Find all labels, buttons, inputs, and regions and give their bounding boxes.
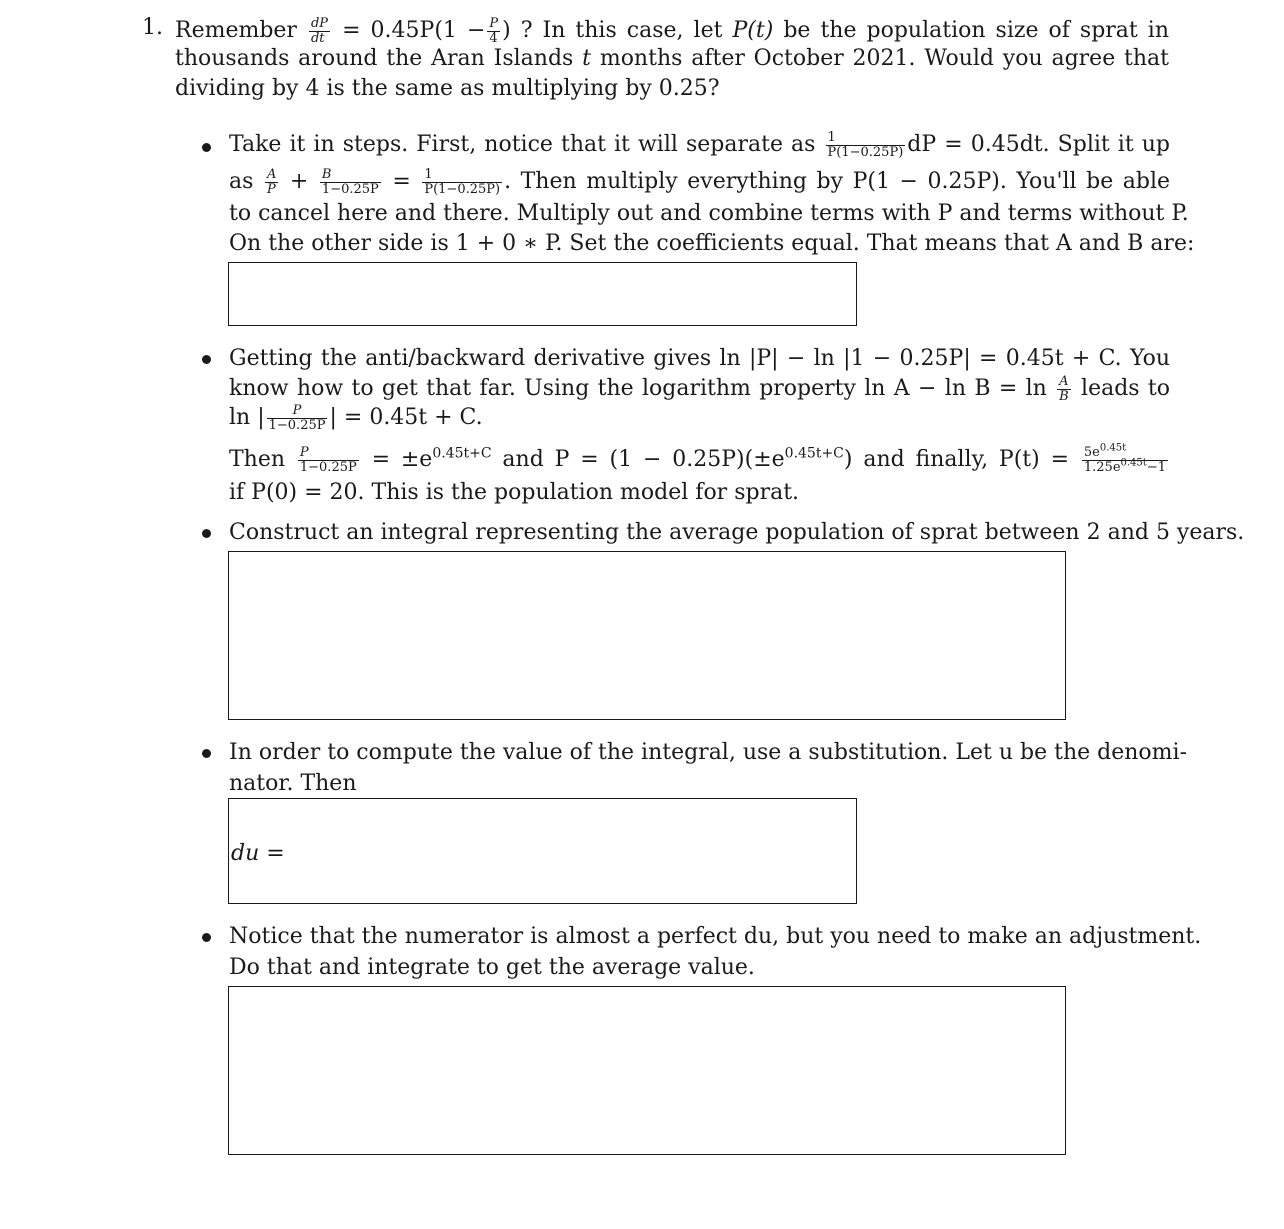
fraction-population-model: $\frac{5e^{0.45t}}{1.25e^{0.45t}-1}$ [1083,442,1166,475]
fraction-separation: $\frac{1}{P(1-0.25P)}$ [827,130,904,160]
fraction-log-argument: $\frac{P}{1-0.25P}$ [268,403,326,433]
fraction-combined: $\frac{1}{P(1-0.25P)}$ [424,167,501,197]
answer-box-du[interactable] [228,798,857,904]
bullet-2-marker [202,355,211,364]
fraction-B-denominator: $\frac{B}{1-0.25P}$ [321,167,379,197]
bullet-1-line-4: On the other side is 1 + 0 ∗ P. Set the coefficients equal. That means that A and B are: [229,231,1195,256]
answer-box-coefficients[interactable] [228,262,857,326]
bullet-4-line-2: nator. Then [229,771,357,796]
bullet-2-line-1: Getting the anti/backward derivative gives ln |P| − ln |1 − 0.25P| = 0.45t + C. You [229,346,1170,371]
problem-number: 1. [142,15,163,40]
fraction-A-P: $\frac{A}{P}$ [266,167,277,197]
bullet-4-marker [202,749,211,758]
answer-box-integral[interactable] [228,551,1066,720]
bullet-2-line-2: know how to get that far. Using the logarithm property ln A − ln B = ln $\frac{A}{B}$ leads to [229,374,1171,404]
bullet-3-line-1: Construct an integral representing the average population of sprat between 2 and 5 years. [229,520,1245,545]
bullet-2-line-4: Then $\frac{P}{1-0.25P}$ = $\pm e^{0.45t+C}$ and $P = (1 - 0.25P)(\pm e^{0.45t+C})$ and finally, P(t) = $\frac{5e^{0.45t}}{1.25e^{0.45t}-1}$ [229,442,1166,475]
bullet-2-line-5: if P(0) = 20. This is the population model for sprat. [229,480,800,505]
bullet-1-line-1: Take it in steps. First, notice that it will separate as $\frac{1}{P(1-0.25P)}$ dP = 0.45dt. Split it up [229,130,1170,160]
problem-line-2: thousands around the Aran Islands t months after October 2021. Would you agree that [175,46,1169,71]
bullet-3-marker [202,529,211,538]
bullet-1-marker [202,143,211,152]
bullet-5-line-1: Notice that the numerator is almost a perfect du, but you need to make an adjustment. [229,924,1202,949]
bullet-2-line-3: ln | $\frac{P}{1-0.25P}$ | = 0.45t + C. [229,403,483,433]
fraction-dP-dt: $\frac{dP}{dt}$ [310,16,329,46]
fraction-P-over-denominator: $\frac{P}{1-0.25P}$ [299,445,357,475]
fraction-A-B: $\frac{A}{B}$ [1059,374,1069,404]
bullet-5-line-2: Do that and integrate to get the average value. [229,955,755,980]
bullet-1-line-2: as $\frac{A}{P}$ + $\frac{B}{1-0.25P}$ = $\frac{1}{P(1-0.25P)}$ . Then multiply everything by P(1 − 0.25P). You'll be able [229,167,1171,197]
bullet-1-line-3: to cancel here and there. Multiply out and combine terms with P and terms without P. [229,201,1189,226]
du-label: du = [231,841,285,866]
bullet-5-marker [202,933,211,942]
problem-line-1: Remember $\frac{dP}{dt}$ = 0.45P(1 − $\frac{P}{4}$ ) ? In this case, let P(t) be the population size of sprat in [175,16,1169,46]
bullet-4-line-1: In order to compute the value of the integral, use a substitution. Let u be the denomi- [229,740,1187,765]
answer-box-average-value[interactable] [228,986,1066,1155]
problem-line-3: dividing by 4 is the same as multiplying by 0.25? [175,76,720,101]
fraction-P-4: $\frac{P}{4}$ [489,16,499,46]
